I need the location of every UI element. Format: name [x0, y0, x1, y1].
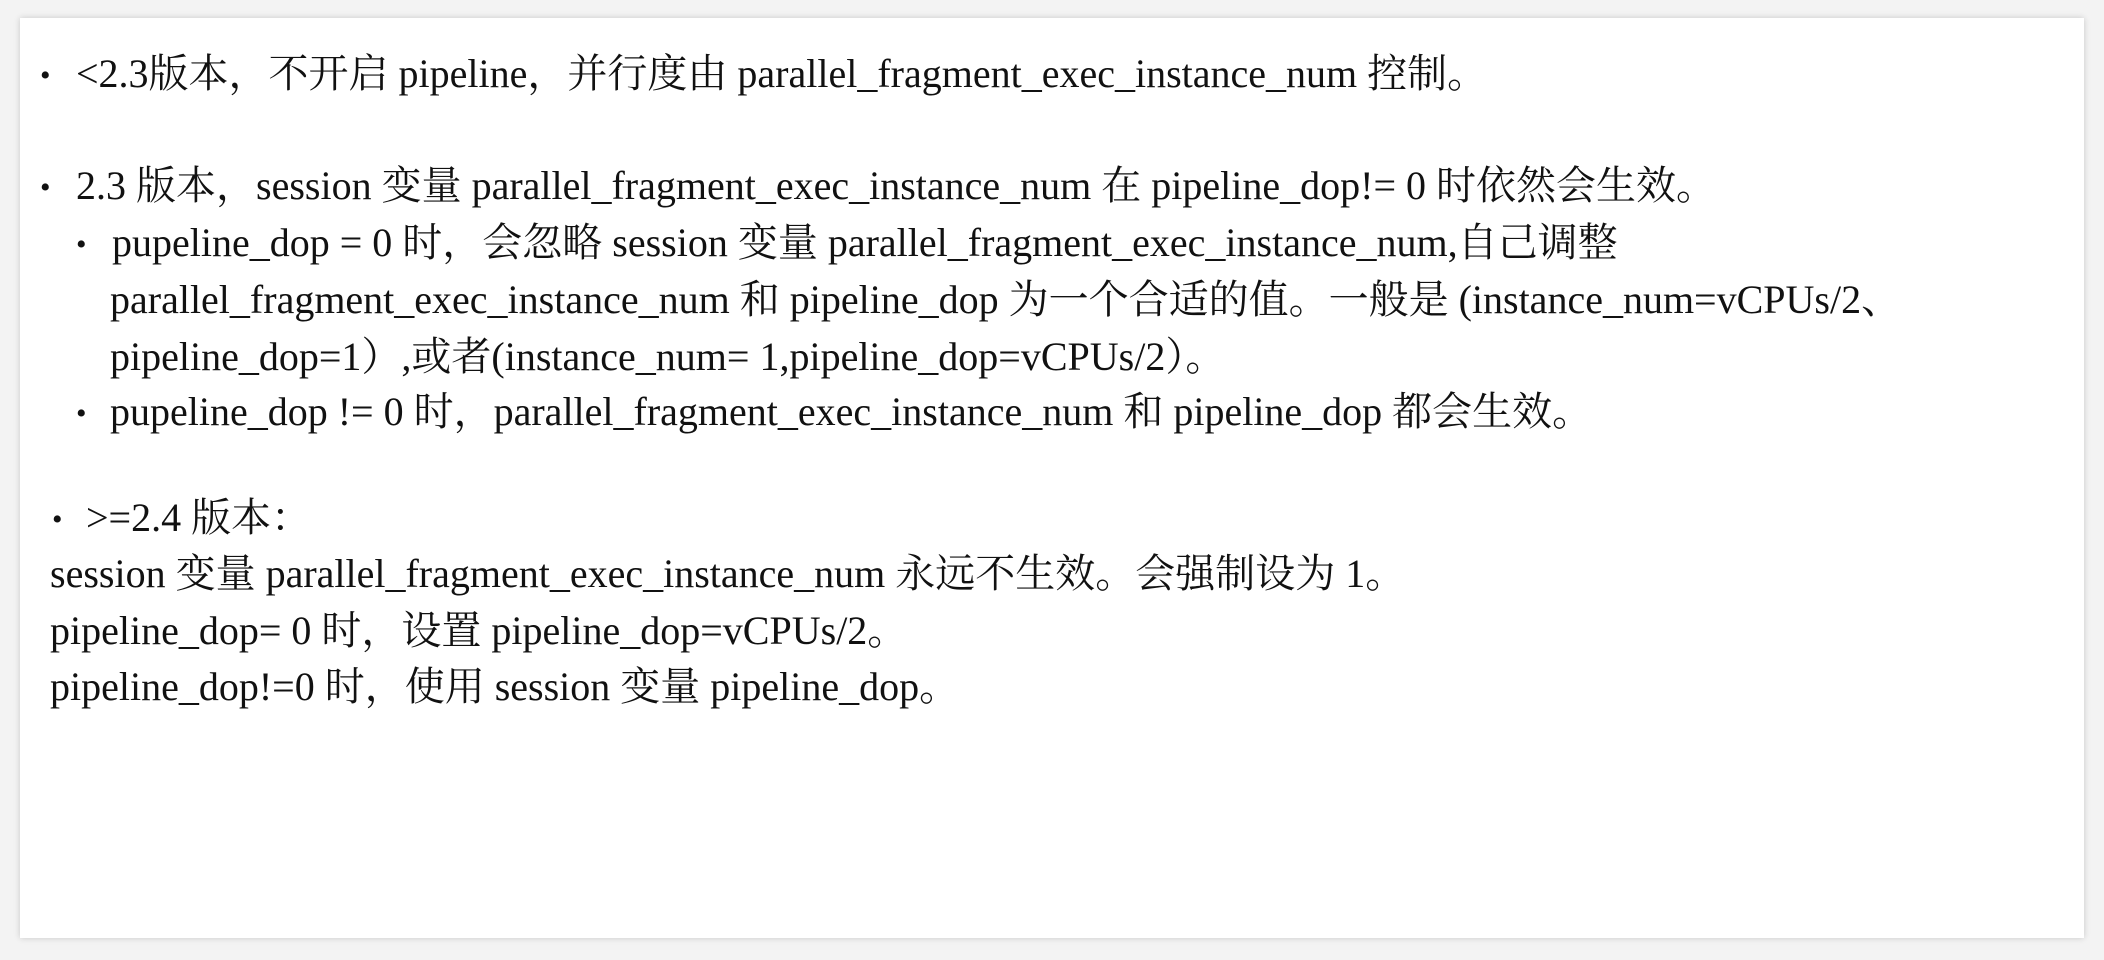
dop-zero-line-3: pipeline_dop=1）,或者(instance_num= 1,pipeline_dop=vCPUs/2）。	[110, 334, 1226, 379]
version-2-3-item: 2.3 版本，session 变量 parallel_fragment_exec_instance_num 在 pipeline_dop!= 0 时依然会生效。	[76, 163, 1717, 208]
document-page	[20, 18, 2084, 938]
bullet-marker: •	[40, 171, 51, 204]
version-lt-2-3-item: <2.3版本，不开启 pipeline，并行度由 parallel_fragment_exec_instance_num 控制。	[76, 51, 1488, 96]
version-gte-2-4-line-3: pipeline_dop!=0 时，使用 session 变量 pipeline_dop。	[50, 664, 960, 709]
sub-bullet-marker: •	[76, 397, 87, 430]
version-gte-2-4-line-1: session 变量 parallel_fragment_exec_instance_num 永远不生效。会强制设为 1。	[50, 551, 1406, 596]
bullet-marker: •	[40, 59, 51, 92]
bullet-marker: •	[52, 503, 63, 536]
dop-zero-line-2: parallel_fragment_exec_instance_num 和 pipeline_dop 为一个合适的值。一般是 (instance_num=vCPUs/2、	[110, 277, 1902, 322]
version-gte-2-4-line-2: pipeline_dop= 0 时，设置 pipeline_dop=vCPUs/2。	[50, 608, 908, 653]
sub-bullet-marker: •	[76, 228, 87, 261]
version-gte-2-4-heading: >=2.4 版本：	[86, 495, 312, 540]
dop-nonzero-item: pupeline_dop != 0 时，parallel_fragment_exec_instance_num 和 pipeline_dop 都会生效。	[110, 389, 1593, 434]
dop-zero-line-1: pupeline_dop = 0 时，会忽略 session 变量 parallel_fragment_exec_instance_num,自己调整	[112, 220, 1618, 265]
